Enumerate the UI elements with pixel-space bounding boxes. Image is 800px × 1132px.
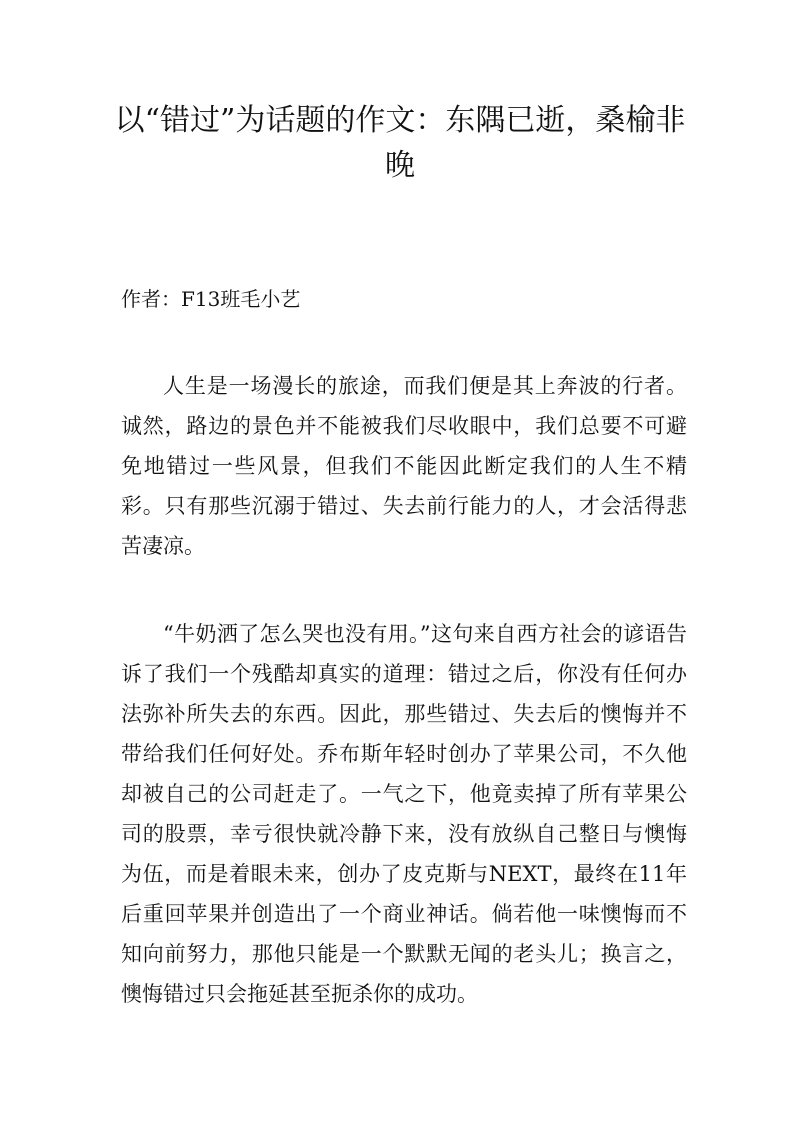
author-line: 作者：F13班毛小艺 [121,287,301,311]
paragraph-2: “牛奶洒了怎么哭也没有用。”这句来自西方社会的谚语告诉了我们一个残酷却真实的道理：错过之后，你没有任何办法弥补所失去的东西。因此，那些错过、失去后的懊悔并不带给我们任何好处。乔布斯年轻时创办了苹果公司，不久他却被自己的公司赶走了。一气之下，他竟卖掉了所有苹果公司的股票，幸亏很快就冷静下来，没有放纵自己整日与懊悔为伍，而是着眼未来，创办了皮克斯与NEXT，最终在11年后重回苹果并创造出了一个商业神话。倘若他一味懊悔而不知向前努力，那他只能是一个默默无闻的老头儿；换言之，懊悔错过只会拖延甚至扼杀你的成功。 [121,622,687,1006]
document-title: 以“错过”为话题的作文：东隅已逝，桑榆非晚 [114,103,686,183]
paragraph-1: 人生是一场漫长的旅途，而我们便是其上奔波的行者。诚然，路边的景色并不能被我们尽收眼中，我们总要不可避免地错过一些风景，但我们不能因此断定我们的人生不精彩。只有那些沉溺于错过、失去前行能力的人，才会活得悲苦凄凉。 [121,374,687,558]
